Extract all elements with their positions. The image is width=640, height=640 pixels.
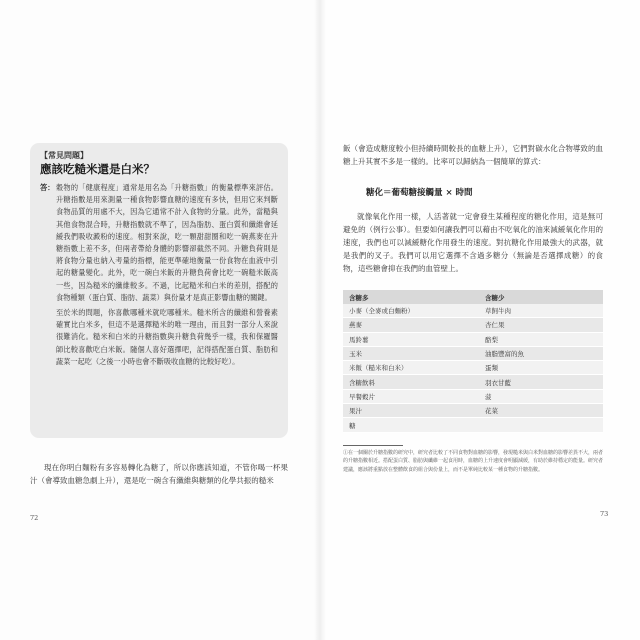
answer-paragraph: 穀物的「健康程度」通常是用名為「升糖指數」的衡量標準來評估。升糖指數是用來測量一種食物影響血糖的速度有多快，但用它來判斷食物品質的用處不大，因為它通常不計入食物的分量。此外，當糙與其他食物混合時，升糖指數就不準了，因為脂肪、蛋白質和纖維會延緩我們吸收澱粉的速度。相對來說，吃一顆甜甜圈和吃一碗燕麥在升糖指數上差不多，但兩者帶給身體的影響卻截然不同。升糖負荷則是將食物分量也納入考量的指標，能更準確地衡量一份食物在血液中引起的糖量變化。此外，吃一碗白米飯的升糖負荷會比吃一碗糙米飯高一些，因為糙米的纖維較多。不過，比起糙米和白米的差別，搭配的食物種類（蛋白質、脂肪、蔬菜）與份量才是真正影響血糖的關鍵。 [56,183,278,302]
book-gutter [314,0,326,640]
table-cell: 玉米 [343,346,479,360]
faq-tag: 【常見問題】 [40,150,88,160]
table-row [343,375,603,389]
faq-sidebar-box [30,143,288,438]
footnote-rule [343,445,403,446]
table-cell: 蛋類 [479,361,603,375]
sugar-table [343,290,603,433]
table-row [343,389,603,403]
table-cell: 杏仁果 [479,318,603,332]
table-header-low: 含糖少 [479,290,603,304]
answer-text [56,182,278,371]
table-row [343,332,603,346]
table-row [343,418,603,432]
faq-answer [40,182,278,371]
table-cell: 花菜 [479,404,603,418]
page-number-left: 72 [30,514,39,522]
table-cell: 燕麥 [343,318,479,332]
table-cell: 菠 [479,389,603,403]
table-row [343,318,603,332]
right-body-text: 就像氧化作用一樣，人活著就一定會發生某種程度的糖化作用，這是無可避免的（例行公事）。但要如何讓我們可以藉由不吃氧化的油來減緩氧化作用的速度，我們也可以減緩糖化作用發生的速度。對抗糖化作用最強大的武器，就是我們的叉子。我們可以用它選擇不含過多糖分（無論是否選擇成糖）的食物，這些糖會抑在我們的血管壁上。 [343,212,603,273]
table-header-high: 含糖多 [343,290,479,304]
table-row [343,361,603,375]
table-row [343,404,603,418]
table-cell: 草飼牛肉 [479,304,603,318]
table-cell: 米飯（糙米和白米） [343,361,479,375]
table-cell: 小麥（全麥或白麵粉） [343,304,479,318]
glycation-formula: 糖化＝葡萄糖接觸量 × 時間 [366,188,473,198]
right-intro-text: 飯（會造成糖度較小但持續時間較長的血糖上升），它們對碳水化合物導致的血糖上升其實不多是一樣的。比率可以歸納為一個簡單的算式： [343,144,603,166]
table-row [343,346,603,360]
left-body-text: 現在你明白麵粉有多容易轉化為糖了，所以你應該知道，不管你喝一杯果汁（會導致血糖急劇上升），還是吃一碗含有纖維與糖類的化學共振的糙米 [30,463,288,485]
table-cell: 馬鈴薯 [343,332,479,346]
table-header-row [343,290,603,304]
table-cell: 果汁 [343,404,479,418]
table-cell: 糖 [343,418,479,432]
table-cell: 早餐穀片 [343,389,479,403]
answer-paragraph: 至於米的問題，你喜歡哪種米就吃哪種米。糙米所含的纖維和營養素確實比白米多，但這不是選擇糙米的唯一理由，而且對一部分人來說很難消化。糙米和白米的升糖指數與升糖負荷幾乎一樣，我和保羅醫師比較喜歡吃白米飯。隨個人喜好選擇吧，記得搭配蛋白質、脂肪和蔬菜一起吃（之後一小時也會不斷吸收血糖的比較好吃）。 [56,308,278,366]
table-cell: 酪梨 [479,332,603,346]
faq-title: 應該吃糙米還是白米？ [40,162,155,176]
table-cell: 油脂豐富的魚 [479,346,603,360]
footnote-text: ①在一個關於升糖指數的研究中，研究者比較了不同食物對血糖的影響，發現糙米與白米對血糖的影響差異不大，兩者的升糖指數相近。搭配蛋白質、脂肪與纖維一起食用時，血糖的上升速度會明顯減緩，有助於維持穩定的能量。研究者建議，應該將重點放在整體飲食的組合與份量上，而不是單純比較某一種食物的升糖指數。 [343,450,604,473]
answer-label: 答： [40,183,55,192]
table-cell: 羽衣甘藍 [479,375,603,389]
table-row [343,304,603,318]
table-cell: 含糖飲料 [343,375,479,389]
table-cell [479,418,603,432]
page-number-right: 73 [600,510,609,518]
